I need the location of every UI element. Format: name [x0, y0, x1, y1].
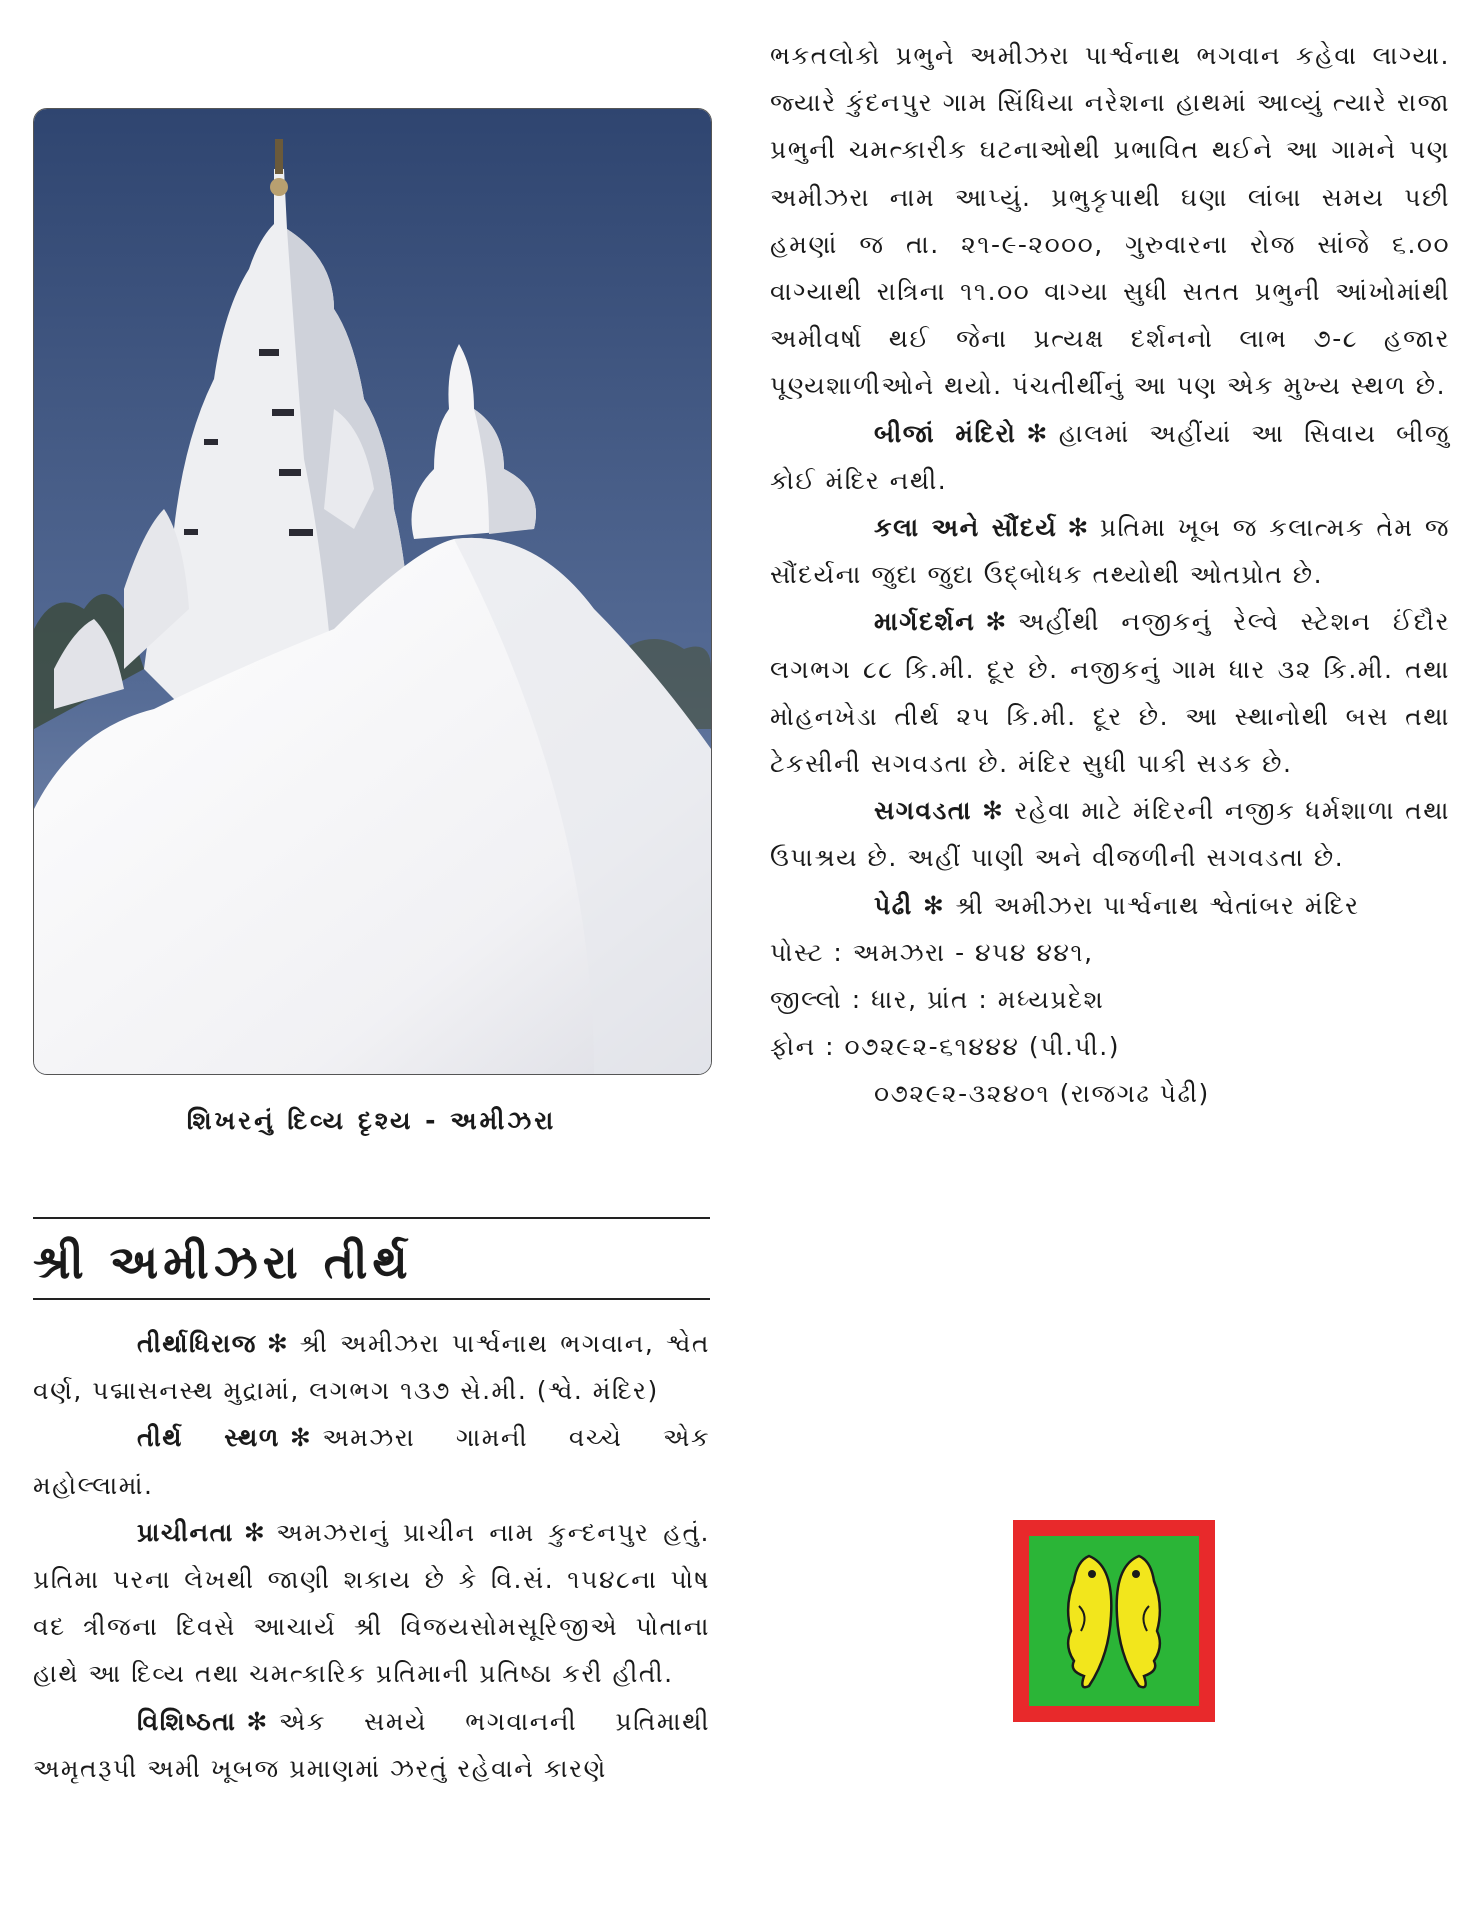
section-text: હાલમાં અહીંયાં આ સિવાય બીજુ કોઈ મંદિર નથી. — [770, 418, 1451, 495]
section-facilities — [770, 787, 1450, 881]
pisces-emblem — [1013, 1520, 1215, 1722]
address-phone-2: ૦૭૨૯૨-૩૨૪૦૧ (રાજગઢ પેઢી) — [874, 1079, 1210, 1109]
section-label: બીજાં મંદિરો — [874, 418, 1017, 448]
section-label: તીર્થ સ્થળ — [137, 1423, 280, 1453]
section-label: સગવડતા — [874, 796, 973, 826]
star-icon: ✻ — [922, 890, 946, 920]
section-text: અમઝરાનું પ્રાચીન નામ કુન્દનપુર હતું. પ્રતિમા પરના લેખથી જાણી શકાય છે કે વિ.સં. ૧૫૪૮ના પોષ વદ ત્રીજના દિવસે આચાર્ય શ્રી વિજયસોમસૂરિજીએ પોતાના હાથે આ દિવ્ય તથા ચમત્કારિક પ્રતિમાની પ્રતિષ્ઠા કરી હીતી. — [33, 1517, 710, 1689]
star-icon: ✻ — [982, 796, 1005, 826]
address-district: જીલ્લો : ધાર, પ્રાંત : મધ્યપ્રદેશ — [770, 985, 1105, 1015]
section-label: કલા અને સૌંદર્ય — [874, 513, 1058, 543]
star-icon: ✻ — [246, 1706, 269, 1736]
article-title: શ્રી અમીઝરા તીર્થ — [33, 1235, 413, 1289]
section-prachinata — [33, 1509, 710, 1698]
section-pedhi — [770, 882, 1450, 929]
left-column — [33, 1320, 710, 1792]
section-other-temples — [770, 410, 1450, 504]
address-block — [770, 929, 1450, 1118]
section-directions — [770, 598, 1450, 787]
section-text: શ્રી અમીઝરા પાર્શ્વનાથ શ્વેતાંબર મંદિર — [955, 890, 1360, 920]
section-label: તીર્થાધિરાજ — [137, 1329, 257, 1358]
section-label: પ્રાચીનતા — [137, 1517, 234, 1547]
right-column — [770, 32, 1450, 1118]
title-rule-bottom — [33, 1298, 710, 1300]
section-text: પ્રતિમા ખૂબ જ કલાત્મક તેમ જ સૌંદર્યના જુદા જુદા ઉદ્બોધક તથ્યોથી ઓતપ્રોત છે. — [770, 513, 1450, 590]
section-vishishthata — [33, 1698, 710, 1792]
section-tirth-sthal — [33, 1414, 710, 1508]
section-text: એક સમયે ભગવાનની પ્રતિમાથી અમૃતરૂપી અમી ખૂબજ પ્રમાણમાં ઝરતું રહેવાને કારણે — [33, 1706, 710, 1783]
address-post: પોસ્ટ : અમઝરા - ૪૫૪ ૪૪૧, — [770, 937, 1094, 967]
photo-caption: શિખરનું દિવ્ય દૃશ્ય - અમીઝરા — [186, 1106, 557, 1135]
address-phone-1: ફોન : ૦૭૨૯૨-૬૧૪૪૪ (પી.પી.) — [770, 1032, 1120, 1062]
star-icon: ✻ — [243, 1517, 267, 1547]
title-rule-top — [33, 1217, 710, 1219]
section-label: પેઢી — [874, 890, 913, 920]
section-label: માર્ગદર્શન — [874, 607, 976, 637]
star-icon: ✻ — [266, 1329, 290, 1358]
section-text: અહીંથી નજીકનું રેલ્વે સ્ટેશન ઈંદૌર લગભગ ૮૮ કિ.મી. દૂર છે. નજીકનું ગામ ધાર ૩૨ કિ.મી. તથા મોહનખેડા તીર્થ ૨૫ કિ.મી. દૂર છે. આ સ્થાનોથી બસ તથા ટેકસીની સગવડતા છે. મંદિર સુધી પાકી સડક છે. — [770, 607, 1450, 779]
section-art-beauty — [770, 504, 1450, 598]
section-tirthadhiraj — [33, 1320, 710, 1414]
section-text: શ્રી અમીઝરા પાર્શ્વનાથ ભગવાન, શ્વેત વર્ણ, પદ્માસનસ્થ મુદ્રામાં, લગભગ ૧૩૭ સે.મી. (શ્વે. મંદિર) — [33, 1329, 710, 1406]
temple-shikhar-image — [34, 109, 711, 1074]
section-text: અમઝરા ગામની વચ્ચે એક મહોલ્લામાં. — [33, 1423, 710, 1500]
emblem-field — [1029, 1536, 1199, 1706]
temple-photo — [33, 108, 712, 1075]
star-icon: ✻ — [1026, 418, 1049, 448]
continuation-text: ભકતલોકો પ્રભુને અમીઝરા પાર્શ્વનાથ ભગવાન કહેવા લાગ્યા. જ્યારે કુંદનપુર ગામ સિંધિયા નરેશના હાથમાં આવ્યું ત્યારે રાજા પ્રભુની ચમત્કારીક ઘટનાઓથી પ્રભાવિત થઈને આ ગામને પણ અમીઝરા નામ આપ્યું. પ્રભુકૃપાથી ઘણા લાંબા સમય પછી હમણાં જ તા. ૨૧-૯-૨૦૦૦, ગુરુવારના રોજ સાંજે ૬.૦૦ વાગ્યાથી રાત્રિના ૧૧.૦૦ વાગ્યા સુધી સતત પ્રભુની આંખોમાંથી અમીવર્ષા થઈ જેના પ્રત્યક્ષ દર્શનનો લાભ ૭-૮ હજાર પૂણ્યશાળીઓને થયો. પંચતીર્થીનું આ પણ એક મુખ્ય સ્થળ છે. — [770, 41, 1450, 401]
star-icon: ✻ — [289, 1423, 313, 1453]
star-icon: ✻ — [1067, 513, 1090, 543]
section-text: રહેવા માટે મંદિરની નજીક ધર્મશાળા તથા ઉપાશ્રય છે. અહીં પાણી અને વીજળીની સગવડતા છે. — [770, 796, 1450, 873]
star-icon: ✻ — [985, 607, 1008, 637]
section-label: વિશિષ્ઠતા — [137, 1706, 237, 1736]
pisces-fish-icon — [1029, 1536, 1199, 1706]
